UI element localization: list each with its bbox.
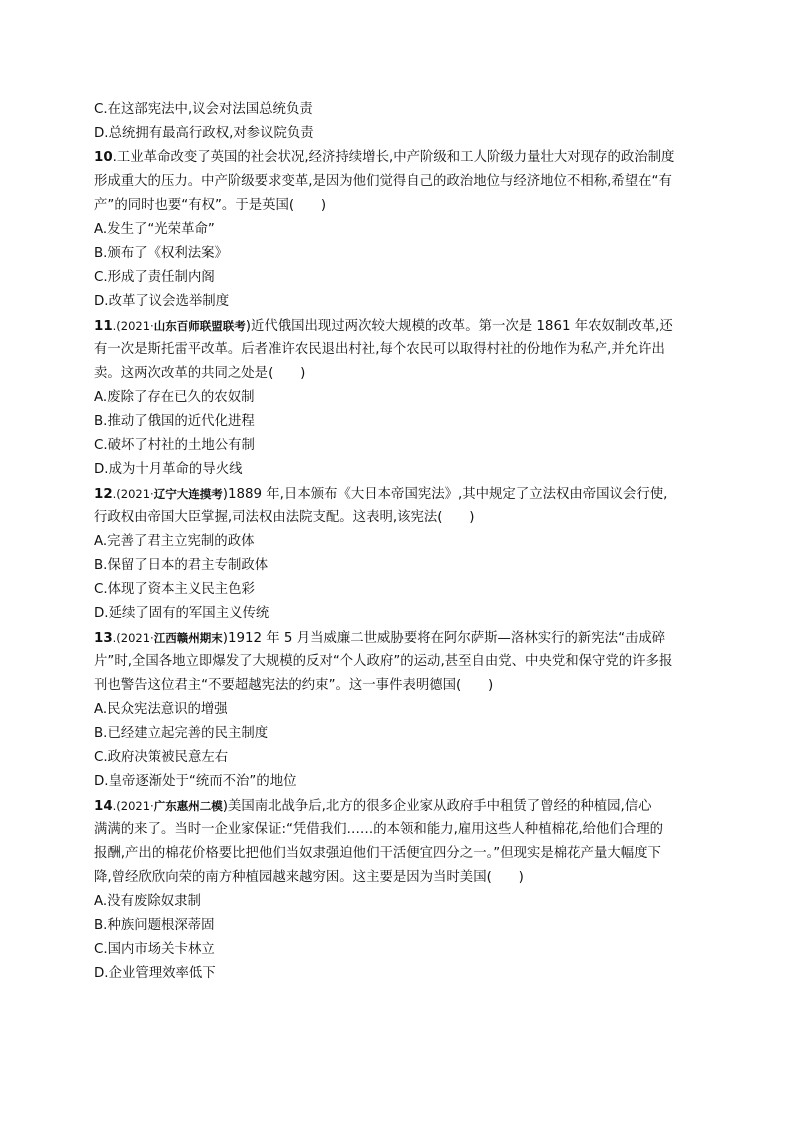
question-source: .(2021·辽宁大连摸考: [112, 487, 223, 501]
option-a: A.发生了“光荣革命”: [94, 222, 215, 237]
question-stem-line: )美国南北战争后,北方的很多企业家从政府手中租赁了曾经的种植园,信心: [222, 799, 652, 814]
question-number: 10: [94, 150, 113, 165]
exam-page: [94, 98, 706, 986]
question-stem-line: 报酬,产出的棉花价格要比把他们当奴隶强迫他们干活便宜四分之一。”但现实是棉花产量大幅度下: [94, 846, 661, 861]
question-stem-line: 形成重大的压力。中产阶级要求变革,是因为他们觉得自己的政治地位与经济地位不相称,希望在“有: [94, 174, 672, 189]
question-13: [94, 626, 706, 794]
option-c-prev: C.在这部宪法中,议会对法国总统负责: [94, 102, 313, 117]
question-number: 12: [94, 487, 113, 502]
question-14: [94, 794, 706, 986]
option-c: C.国内市场关卡林立: [94, 942, 215, 957]
question-stem-line: 行政权由帝国大臣掌握,司法权由法院支配。这表明,该宪法( ): [94, 510, 475, 525]
question-stem-line: 满满的来了。当时一企业家保证:“凭借我们……的本领和能力,雇用这些人种植棉花,给他们合理的: [94, 822, 663, 837]
question-10: [94, 146, 706, 314]
option-d: D.延续了固有的军国主义传统: [94, 606, 270, 621]
question-stem-line: 降,曾经欣欣向荣的南方种植园越来越穷困。这主要是因为当时美国( ): [94, 870, 524, 885]
option-b: B.种族问题根深蒂固: [94, 918, 215, 933]
question-number: 14: [94, 799, 113, 814]
option-a: A.废除了存在已久的农奴制: [94, 390, 255, 405]
question-source: .(2021·山东百师联盟联考: [112, 319, 246, 333]
option-c: C.政府决策被民意左右: [94, 750, 229, 765]
question-12: [94, 482, 706, 626]
question-source: .(2021·江西赣州期末: [112, 631, 223, 645]
option-b: B.保留了日本的君主专制政体: [94, 558, 269, 573]
question-stem-line: .工业革命改变了英国的社会状况,经济持续增长,中产阶级和工人阶级力量壮大对现存的政治制度: [112, 150, 675, 165]
option-d-prev: D.总统拥有最高行政权,对参议院负责: [94, 126, 314, 141]
question-stem-line: )近代俄国出现过两次较大规模的改革。第一次是 1861 年农奴制改革,还: [245, 319, 673, 334]
question-number: 13: [94, 631, 113, 646]
option-d: D.皇帝逐渐处于“统而不治”的地位: [94, 774, 297, 789]
option-a: A.没有废除奴隶制: [94, 894, 201, 909]
question-stem-line: 刊也警告这位君主“不要超越宪法的约束”。这一事件表明德国( ): [94, 678, 494, 693]
option-a: A.民众宪法意识的增强: [94, 702, 228, 717]
question-stem-line: 卖。这两次改革的共同之处是( ): [94, 366, 306, 381]
option-b: B.颁布了《权利法案》: [94, 246, 228, 261]
option-c: C.破坏了村社的土地公有制: [94, 438, 255, 453]
question-stem-line: 产”的同时也要“有权”。于是英国( ): [94, 198, 327, 213]
option-b: B.推动了俄国的近代化进程: [94, 414, 255, 429]
option-d: D.企业管理效率低下: [94, 966, 216, 981]
question-11: [94, 314, 706, 482]
question-stem-line: )1889 年,日本颁布《大日本帝国宪法》,其中规定了立法权由帝国议会行使,: [222, 487, 668, 502]
option-d: D.成为十月革命的导火线: [94, 462, 243, 477]
question-stem-line: )1912 年 5 月当威廉二世威胁要将在阿尔萨斯—洛林实行的新宪法“击成碎: [222, 631, 666, 646]
question-source: .(2021·广东惠州二模: [112, 799, 223, 813]
question-stem-line: 有一次是斯托雷平改革。后者准许农民退出村社,每个农民可以取得村社的份地作为私产,并允许出: [94, 342, 665, 357]
option-b: B.已经建立起完善的民主制度: [94, 726, 269, 741]
question-number: 11: [94, 319, 113, 334]
question-stem-line: 片”时,全国各地立即爆发了大规模的反对“个人政府”的运动,甚至自由党、中央党和保守党的许多报: [94, 654, 673, 669]
option-d: D.改革了议会选举制度: [94, 294, 230, 309]
option-c: C.形成了责任制内阁: [94, 270, 215, 285]
option-a: A.完善了君主立宪制的政体: [94, 534, 255, 549]
option-c: C.体现了资本主义民主色彩: [94, 582, 255, 597]
